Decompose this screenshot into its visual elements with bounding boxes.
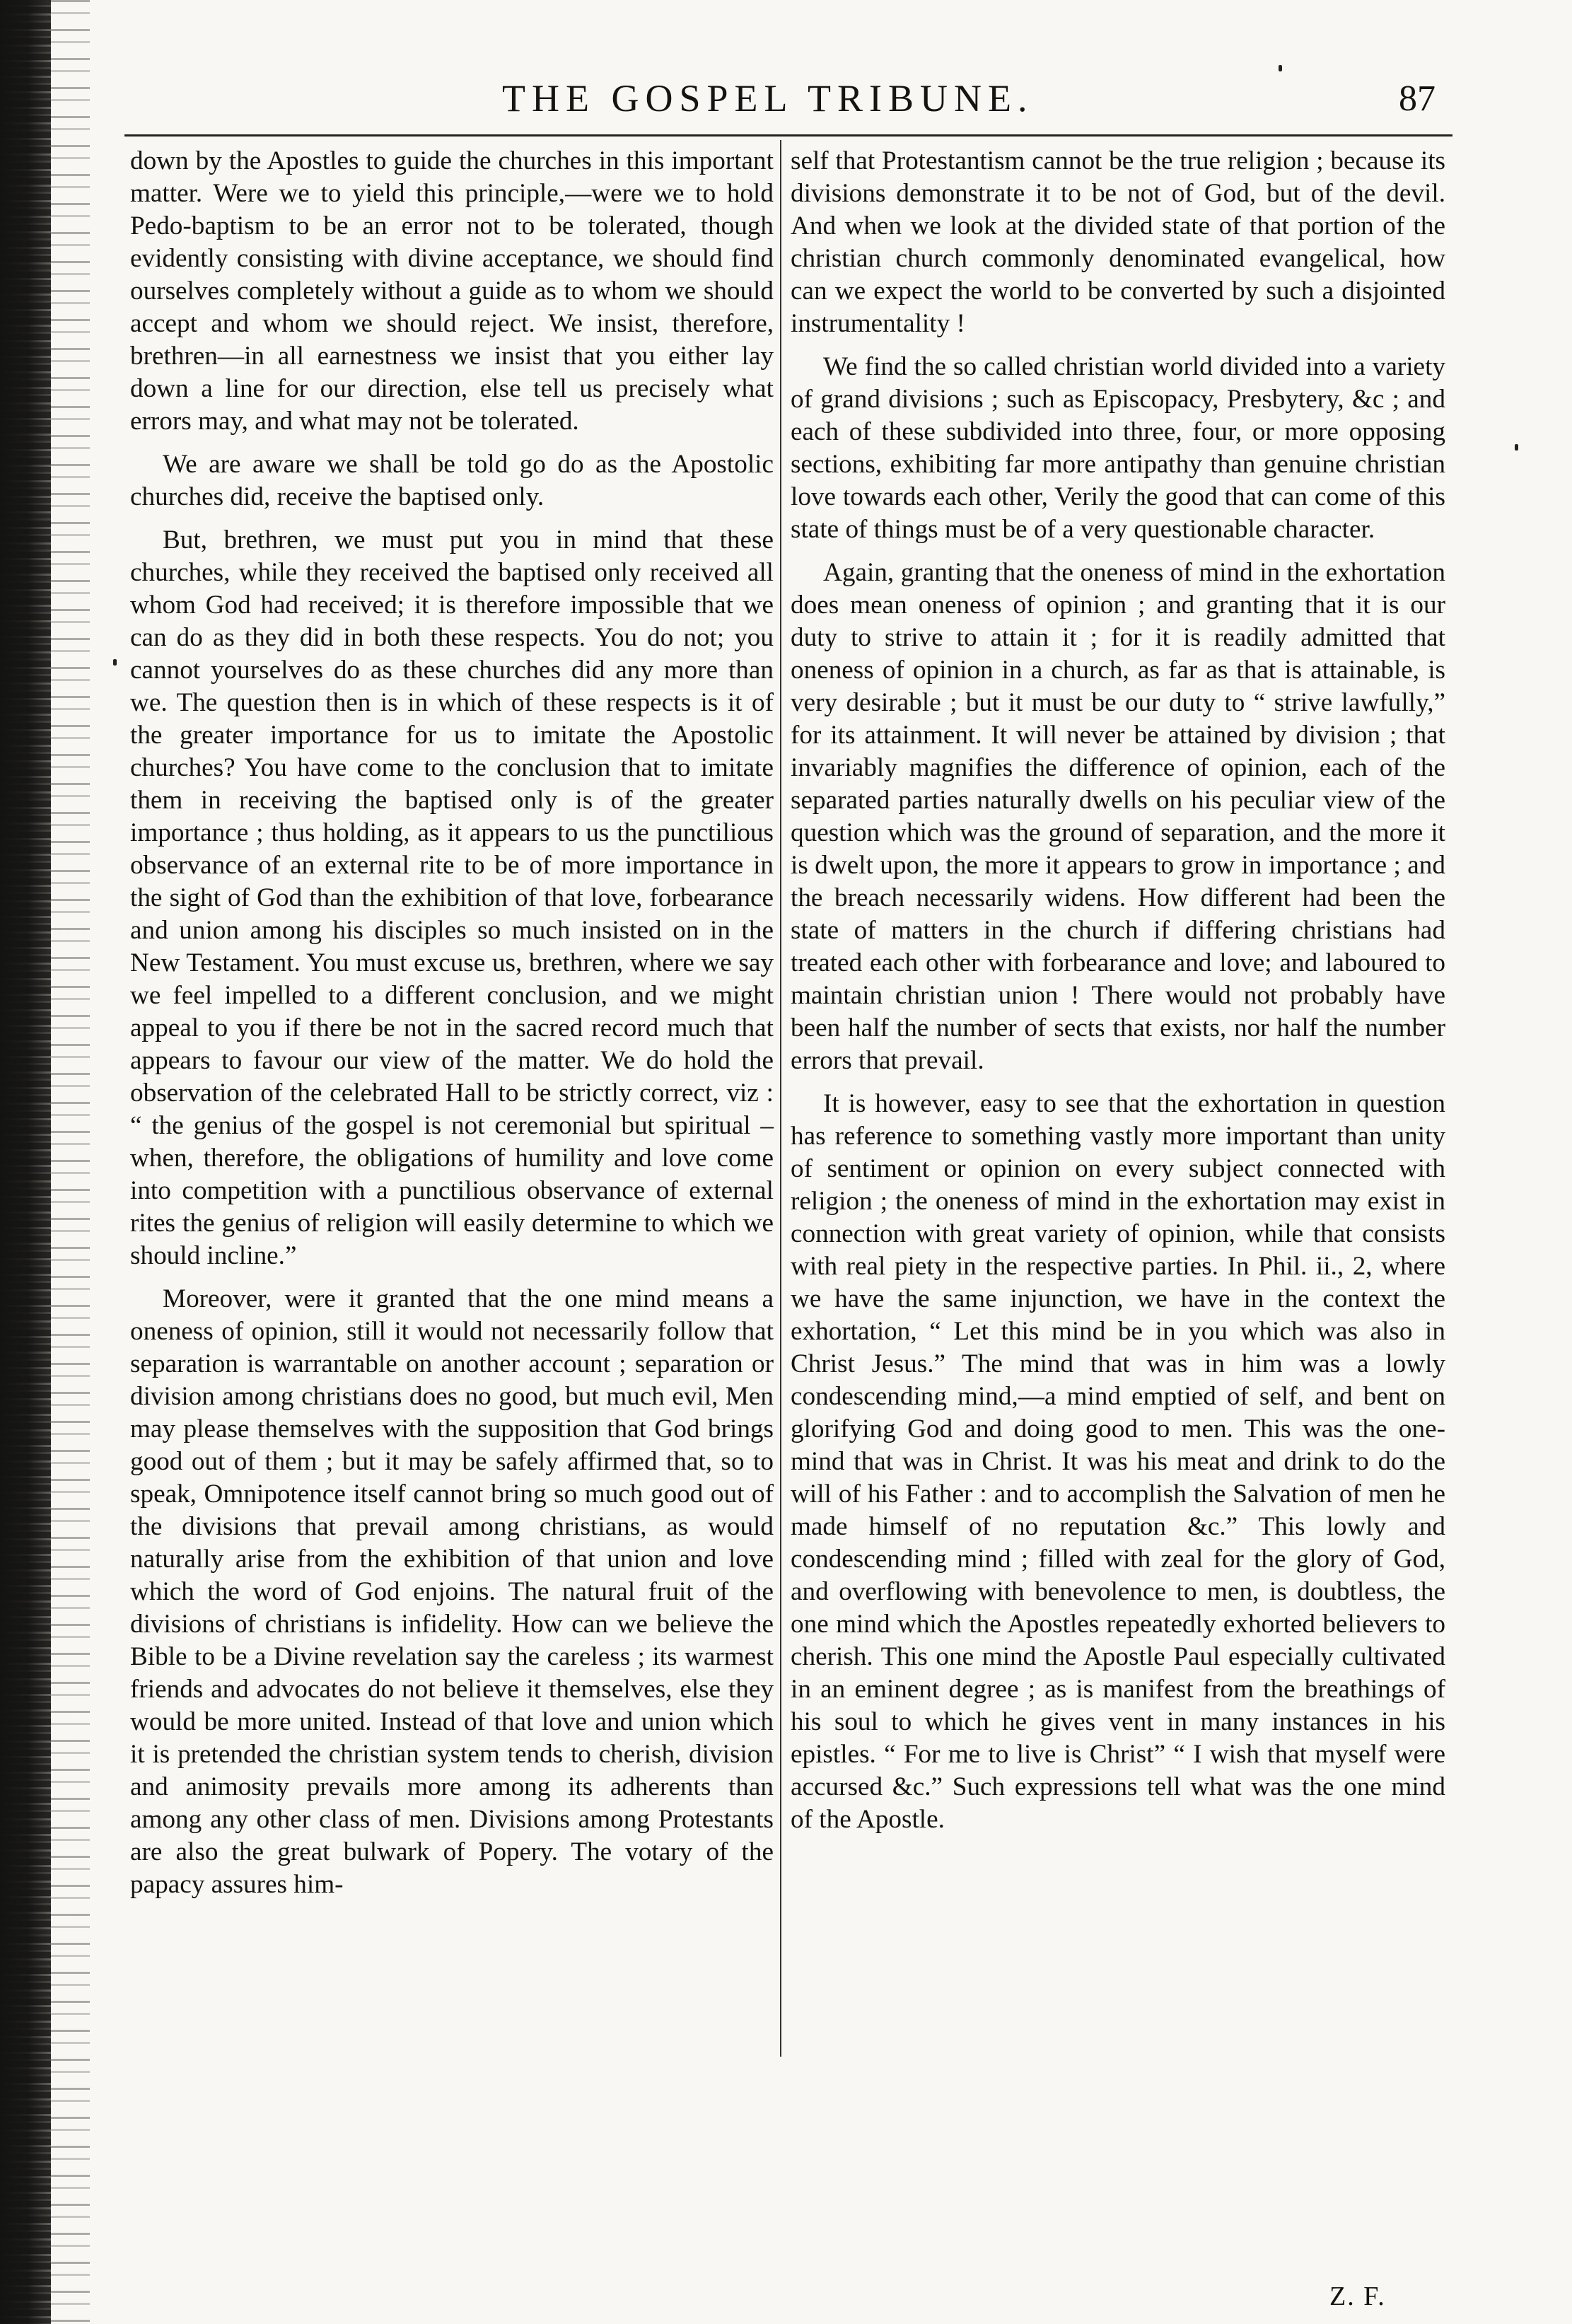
paragraph: self that Protestantism cannot be the true religion ; because its divisions demonstrate it to be not of God, but of the devil. And when we look at the divided state of that portion of the christian church commonly denominated evangelical, how can we expect the world to be converted by such a disjointed instrumentality ! (791, 146, 1445, 338)
print-speck (1279, 65, 1282, 71)
right-column (791, 145, 1445, 1847)
paragraph: Again, granting that the oneness of mind in the exhortation does mean oneness of opinion ; and granting that it is our duty to strive to attain it ; for it is readily admitted that oneness of opinion in a church, as far as that is attainable, is very desirable ; but it must be our duty to “ strive lawfully,” for its attainment. It will never be attained by division ; that invariably magnifies the difference of opinion, each of the separated parties naturally dwells on his peculiar view of the question which was the ground of separation, and the more it is dwelt upon, the more it appears to grow in importance ; and the breach necessarily widens. How different had been the state of matters in the church if differing christians had treated each other with forbearance and love; and laboured to maintain christian union ! There would not probably have been half the number of sects that exists, nor half the number errors that prevail. (791, 558, 1445, 1075)
journal-title: THE GOSPEL TRIBUNE. (502, 77, 1034, 120)
binding-edge (0, 0, 51, 2324)
author-signature: Z. F. (1329, 2282, 1386, 2311)
paragraph: We find the so called christian world divided into a variety of grand divisions ; such as Episcopacy, Presbytery, &c ; and each of these subdivided into three, four, or more opposing sections, exhibiting far more antipathy than genuine christian love towards each other, Verily the good that can come of this state of things must be of a very questionable character. (791, 352, 1445, 544)
left-column (130, 145, 774, 1912)
paragraph: We are aware we shall be told go do as the Apostolic churches did, receive the baptised only. (130, 450, 774, 511)
running-head (0, 76, 1572, 126)
paragraph: down by the Apostles to guide the churches in this important matter. Were we to yield this principle,—were we to hold Pedo-baptism to be an error not to be tolerated, though evidently consisting with divine acceptance, we should find ourselves completely without a guide as to whom we should accept and whom we should reject. We insist, therefore, brethren—in all earnestness we insist that you either lay down a line for our direction, else tell us precisely what errors may, and what may not be tolerated. (130, 146, 774, 436)
paragraph: It is however, easy to see that the exhortation in question has reference to something vastly more important than unity of sentiment or opinion on every subject connected with religion ; the oneness of mind in the exhortation may exist in connection with great variety of opinion, while that consists with real piety in the respective parties. In Phil. ii., 2, where we have the same injunction, we have in the context the exhortation, “ Let this mind be in you which was also in Christ Jesus.” The mind that was in him was a lowly condescending mind,—a mind emptied of self, and bent on glorifying God and doing good to men. This was the one-mind that was in Christ. It was his meat and drink to do the will of his Father : and to accomplish the Salvation of men he made himself of no reputation &c.” This lowly and condescending mind ; filled with zeal for the glory of God, and overflowing with benevolence to men, is doubtless, the one mind which the Apostles repeatedly exhorted believers to cherish. This one mind the Apostle Paul especially cultivated in an eminent degree ; as is manifest from the breathings of his soul to which he gives vent in many instances in his epistles. “ For me to live is Christ” “ I wish that myself were accursed &c.” Such expressions tell what was the one mind of the Apostle. (791, 1089, 1445, 1834)
paragraph: Moreover, were it granted that the one mind means a oneness of opinion, still it would not necessarily follow that separation is warrantable on another account ; separation or division among christians does no good, but much evil, Men may please themselves with the supposition that God brings good out of them ; but it may be safely affirmed that, so to speak, Omnipotence itself cannot bring so much good out of the divisions that prevail among christians, as would naturally arise from the exhibition of that union and love which the word of God enjoins. The natural fruit of the divisions of christians is infidelity. How can we believe the Bible to be a Divine revelation say the careless ; its warmest friends and advocates do not believe it themselves, else they would be more united. Instead of that love and union which it is pretended the christian system tends to cherish, division and animosity prevails more among its adherents than among any other class of men. Divisions among Protestants are also the great bulwark of Popery. The votary of the papacy assures him- (130, 1284, 774, 1899)
page-number: 87 (1399, 79, 1436, 119)
paragraph: But, brethren, we must put you in mind that these churches, while they received the baptised only received all whom God had received; it is therefore impossible that we can do as they did in both these respects. You do not; you cannot yourselves do as these churches did any more than we. The question then is in which of these respects is it of the greater importance for us to imitate the Apostolic churches? You have come to the conclusion that to imitate them in receiving the baptised only is of the greater importance ; thus holding, as it appears to us the punctilious observance of an external rite to be of more importance in the sight of God than the exhibition of that love, forbearance and union among his disciples so much insisted on in the New Testament. You must excuse us, brethren, where we say we feel impelled to a different conclusion, and we might appeal to you if there be not in the sacred record much that appears to favour our view of the matter. We do hold the observation of the celebrated Hall to be strictly correct, viz : “ the genius of the gospel is not ceremonial but spiritual – when, therefore, the obligations of humility and love come into competition with a punctilious observance of external rites the genius of religion will easily determine to which we should incline.” (130, 525, 774, 1270)
print-speck (1515, 444, 1518, 451)
header-rule (124, 134, 1452, 136)
binding-shadow (51, 0, 90, 2324)
print-speck (113, 659, 117, 666)
column-divider (780, 140, 781, 2057)
